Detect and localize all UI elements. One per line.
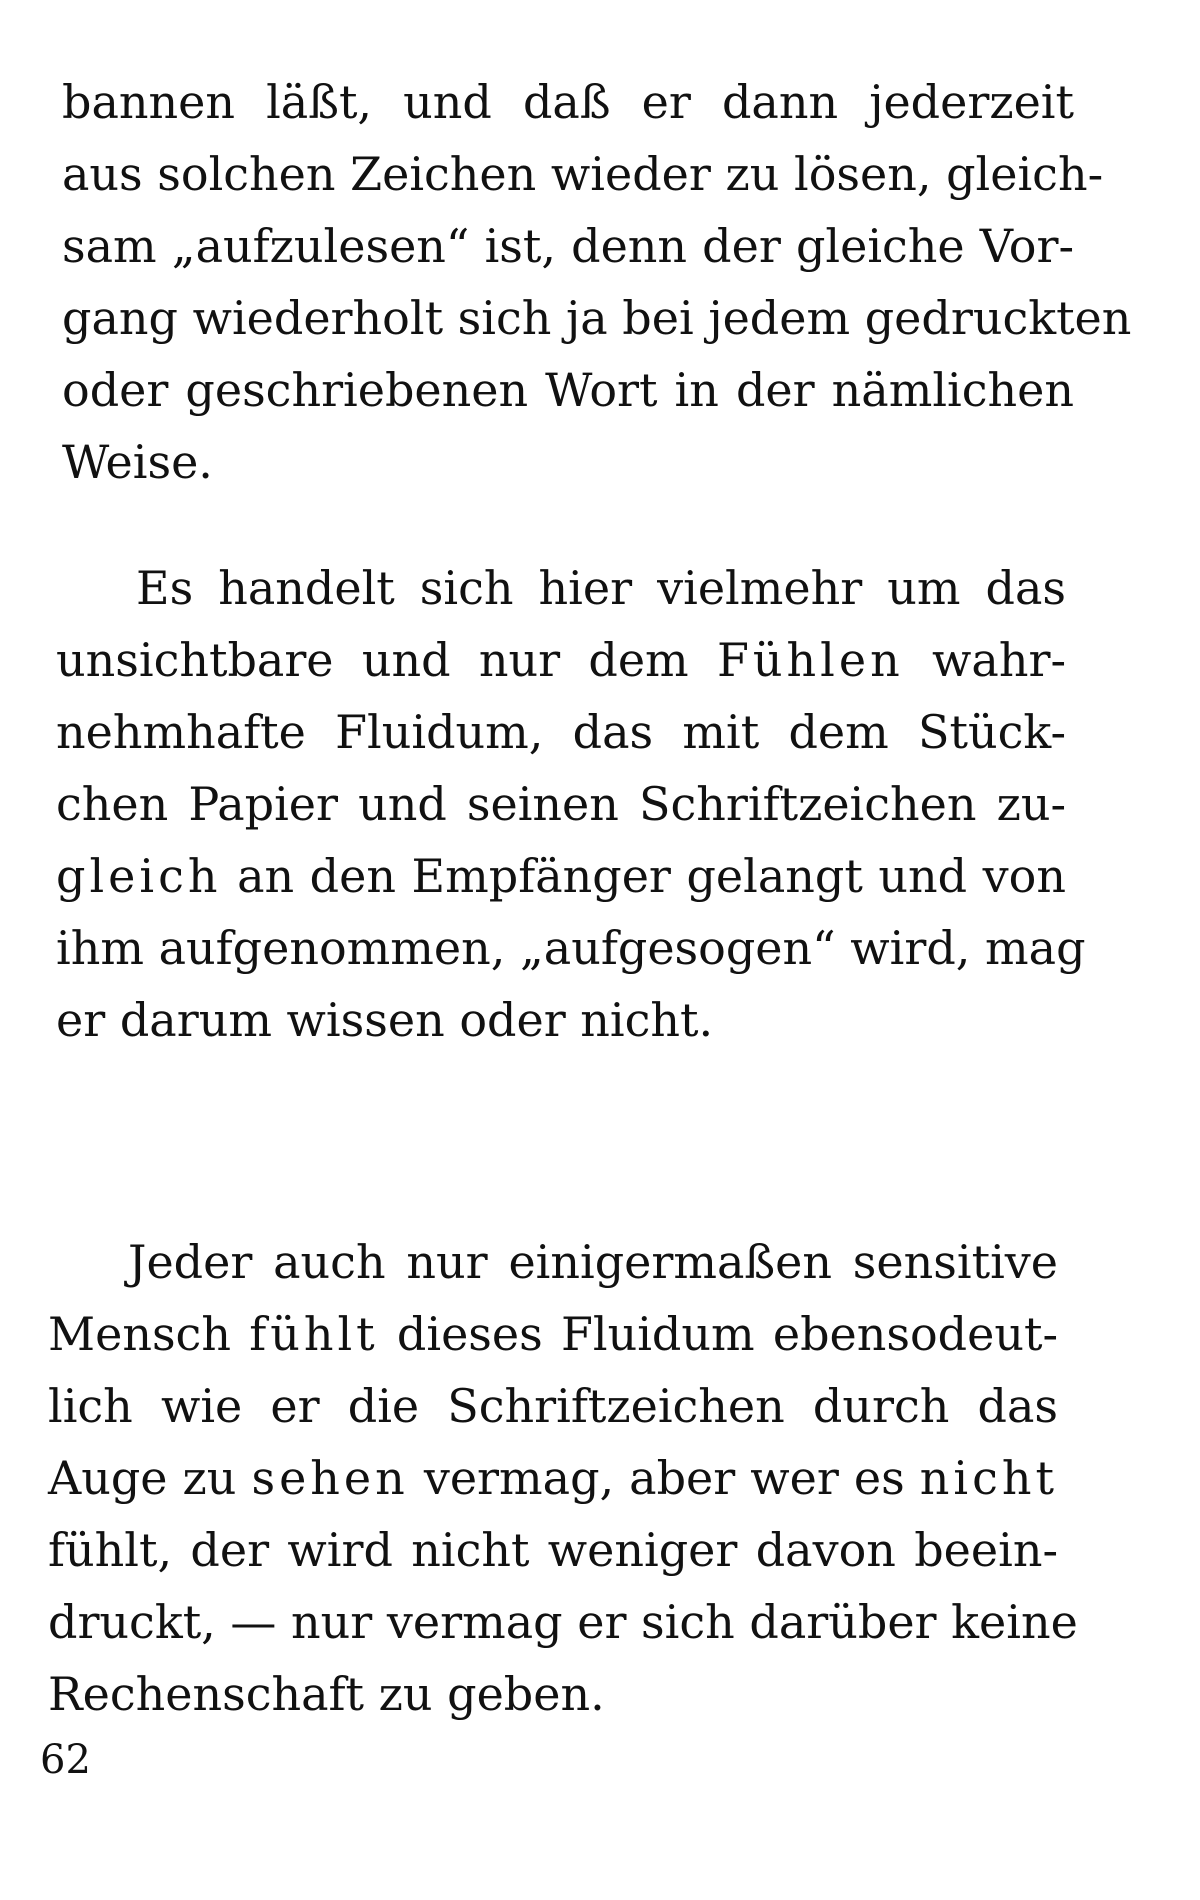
text-line: fühlt, der wird nicht weniger davon beein- <box>48 1523 1058 1577</box>
text-run: Auge zu <box>48 1451 237 1505</box>
text-line: druckt, — nur vermag er sich darüber keine <box>48 1595 1078 1649</box>
paragraph-3 <box>48 1226 1078 1730</box>
text-line <box>48 1442 1058 1514</box>
text-line: gang wiederholt sich ja bei jedem gedruckten <box>62 291 1132 345</box>
text-line <box>48 1298 1058 1370</box>
text-line: ihm aufgenommen, „aufgesogen“ wird, mag <box>56 921 1086 975</box>
text-line: bannen läßt, und daß er dann jederzeit <box>62 75 1074 129</box>
text-line: Weise. <box>62 435 213 489</box>
text-run: wahr- <box>932 633 1067 687</box>
spaced-text: nicht <box>919 1451 1059 1505</box>
text-run: unsichtbare und nur dem <box>56 633 689 687</box>
text-run: vermag, aber wer es <box>423 1451 905 1505</box>
text-line: chen Papier und seinen Schriftzeichen zu- <box>56 777 1066 831</box>
spaced-text: sehen <box>251 1451 409 1505</box>
text-line: Rechenschaft zu geben. <box>48 1667 605 1721</box>
text-run: dieses Fluidum ebensodeut- <box>396 1307 1058 1361</box>
spaced-text: fühlt <box>249 1307 379 1361</box>
text-line: sam „aufzulesen“ ist, denn der gleiche Vor- <box>62 219 1074 273</box>
text-line: Jeder auch nur einigermaßen sensitive <box>128 1235 1058 1289</box>
text-line: er darum wissen oder nicht. <box>56 993 714 1047</box>
text-line: aus solchen Zeichen wieder zu lösen, gleich- <box>62 147 1104 201</box>
spaced-text: gleich <box>56 849 222 903</box>
text-line <box>56 624 1066 696</box>
paragraph-2 <box>56 552 1086 1056</box>
text-line: Es handelt sich hier vielmehr um das <box>136 561 1066 615</box>
text-line: lich wie er die Schriftzeichen durch das <box>48 1379 1058 1433</box>
text-line <box>56 840 1066 912</box>
text-run: Mensch <box>48 1307 231 1361</box>
paragraph-1 <box>62 66 1132 498</box>
text-line: nehmhafte Fluidum, das mit dem Stück- <box>56 705 1066 759</box>
spaced-text: Fühlen <box>717 633 904 687</box>
page-number: 62 <box>40 1737 91 1783</box>
text-line: oder geschriebenen Wort in der nämlichen <box>62 363 1074 417</box>
text-run: an den Empfänger gelangt und von <box>237 849 1066 903</box>
